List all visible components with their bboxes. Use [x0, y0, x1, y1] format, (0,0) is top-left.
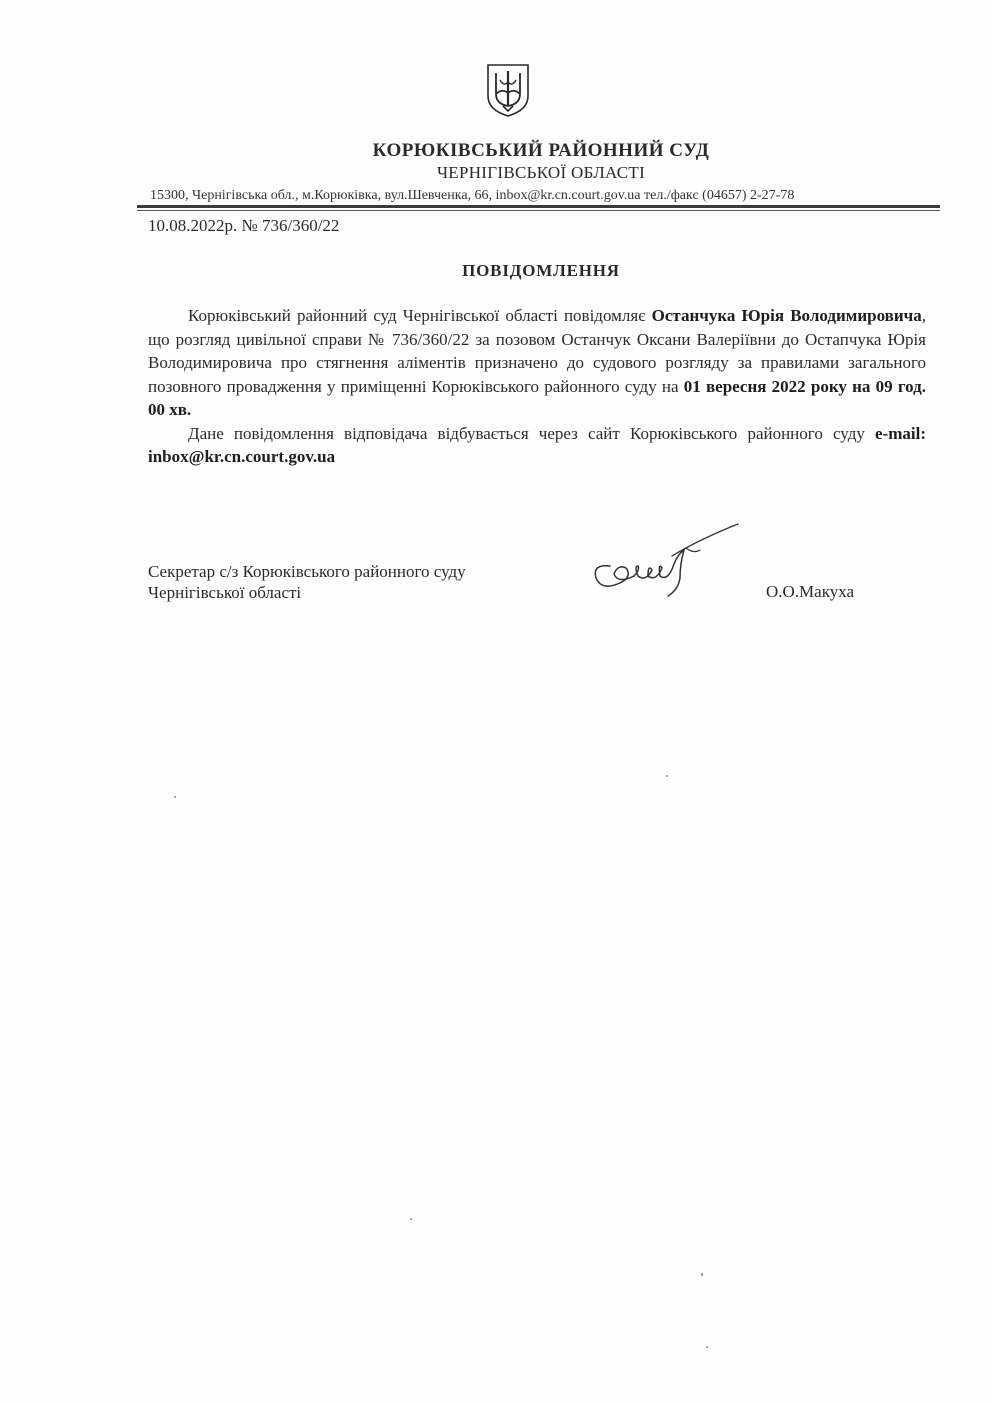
- coat-of-arms-icon: [485, 62, 531, 118]
- hearing-datetime: 01 вересня 2022 року на 09 год. 00 хв.: [148, 376, 926, 419]
- signer-title-line-2: Чернігівської області: [148, 583, 302, 602]
- paragraph-2-text: Дане повідомлення відповідача відбувається через сайт Корюківського районного суду: [188, 423, 876, 443]
- scan-speck: [174, 796, 176, 798]
- handwritten-signature: [588, 520, 748, 600]
- scan-speck: [666, 775, 668, 777]
- court-name: КОРЮКІВСЬКИЙ РАЙОННИЙ СУД: [372, 140, 710, 161]
- document-date-number: 10.08.2022р. № 736/360/22: [148, 216, 340, 235]
- court-email: e-mail: inbox@kr.cn.court.gov.ua: [148, 423, 926, 466]
- court-address: 15300, Чернігівська обл., м.Корюківка, вул.Шевченка, 66, inbox@kr.cn.court.gov.ua тел./факс (04657) 2-27-78: [150, 188, 795, 203]
- court-region: ЧЕРНІГІВСЬКОЇ ОБЛАСТІ: [436, 163, 646, 182]
- signer-title-line-1: Секретар с/з Корюківського районного суду: [148, 562, 466, 581]
- signer-name: О.О.Макуха: [766, 582, 855, 601]
- document-title: ПОВІДОМЛЕННЯ: [462, 261, 620, 280]
- paragraph-1-text-b: , що розгляд цивільної справи № 736/360/22 за позовом Останчук Оксани Валеріївни до Остапчука Юрія Володимировича про стягнення аліментів призначено до судового розгляду за правилами загального позовного провадження у приміщенні Корюківського районного суду на: [148, 306, 926, 396]
- defendant-name: Останчука Юрія Володимировича: [651, 306, 922, 325]
- scan-speck: [706, 1346, 708, 1348]
- header-divider-thin: [137, 210, 940, 211]
- paragraph-1-text-a: Корюківський районний суд Чернігівської області повідомляє: [188, 306, 652, 325]
- notice-paragraph-1: [148, 304, 926, 422]
- notice-paragraph-2: [148, 422, 926, 469]
- signer-title: [148, 561, 466, 603]
- scan-speck: [410, 1218, 412, 1220]
- scan-speck: [701, 1273, 703, 1276]
- notice-body: [148, 304, 926, 469]
- header-divider-thick: [137, 205, 940, 208]
